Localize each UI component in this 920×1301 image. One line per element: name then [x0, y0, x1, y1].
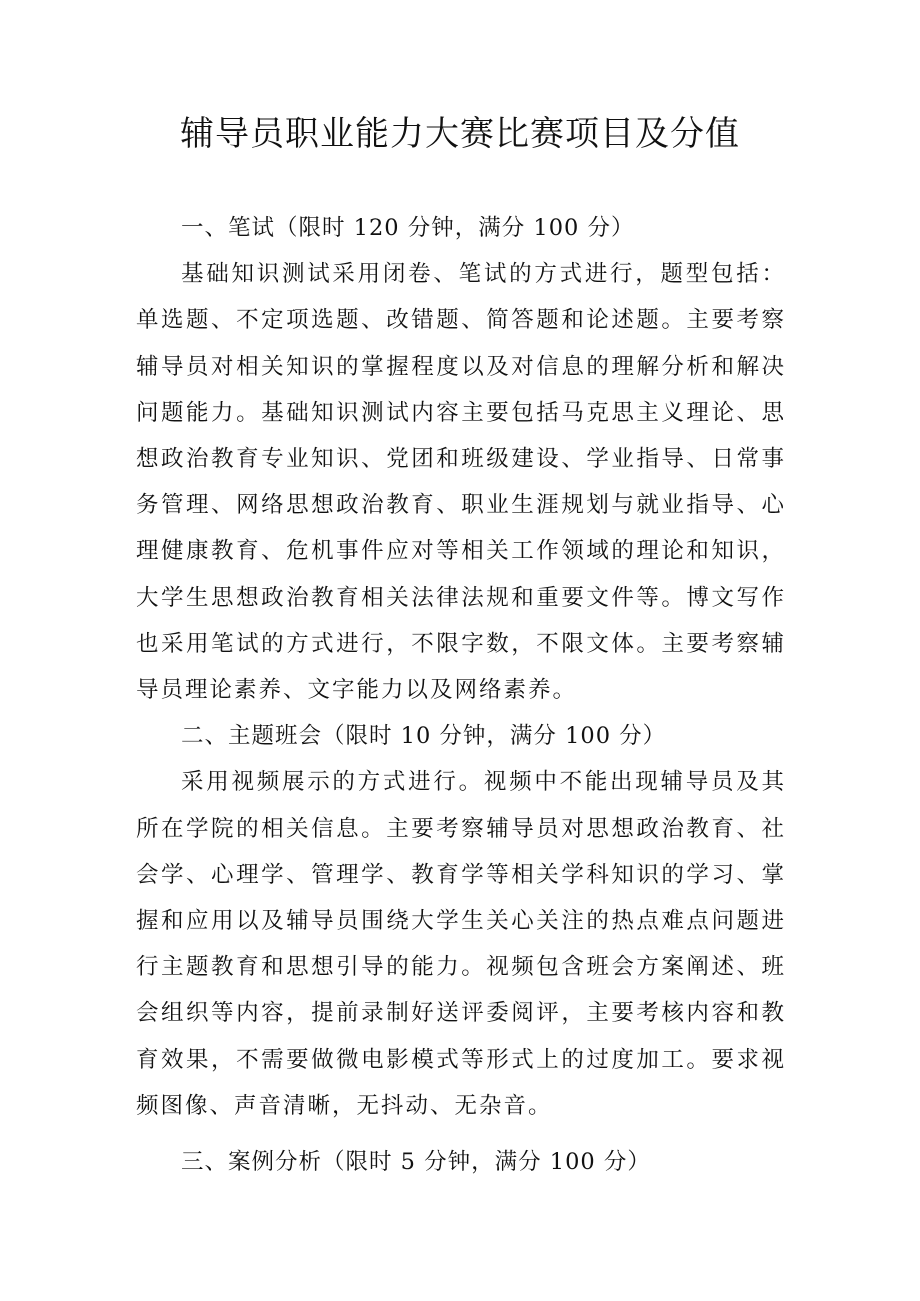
section-heading-case-analysis: 三、案例分析（限时 5 分钟，满分 100 分） — [181, 1149, 651, 1176]
document-body — [136, 205, 786, 1185]
section-paragraph-written-exam: 基础知识测试采用闭卷、笔试的方式进行，题型包括：单选题、不定项选题、改错题、简答题和论述题。主要考察辅导员对相关知识的掌握程度以及对信息的理解分析和解决问题能力。基础知识测试内容主要包括马克思主义理论、思想政治教育专业知识、党团和班级建设、学业指导、日常事务管理、网络思想政治教育、职业生涯规划与就业指导、心理健康教育、危机事件应对等相关工作领域的理论和知识，大学生思想政治教育相关法律法规和重要文件等。博文写作也采用笔试的方式进行，不限字数，不限文体。主要考察辅导员理论素养、文字能力以及网络素养。 — [136, 261, 786, 704]
section-paragraph-class-meeting: 采用视频展示的方式进行。视频中不能出现辅导员及其所在学院的相关信息。主要考察辅导员对思想政治教育、社会学、心理学、管理学、教育学等相关学科知识的学习、掌握和应用以及辅导员围绕大学生关心关注的热点难点问题进行主题教育和思想引导的能力。视频包含班会方案阐述、班会组织等内容，提前录制好送评委阅评，主要考核内容和教育效果，不需要做微电影模式等形式上的过度加工。要求视频图像、声音清晰，无抖动、无杂音。 — [136, 769, 786, 1119]
section-heading-written-exam: 一、笔试（限时 120 分钟，满分 100 分） — [181, 215, 635, 241]
document-title: 辅导员职业能力大赛比赛项目及分值 — [180, 114, 740, 154]
section-heading-class-meeting: 二、主题班会（限时 10 分钟，满分 100 分） — [181, 723, 667, 750]
